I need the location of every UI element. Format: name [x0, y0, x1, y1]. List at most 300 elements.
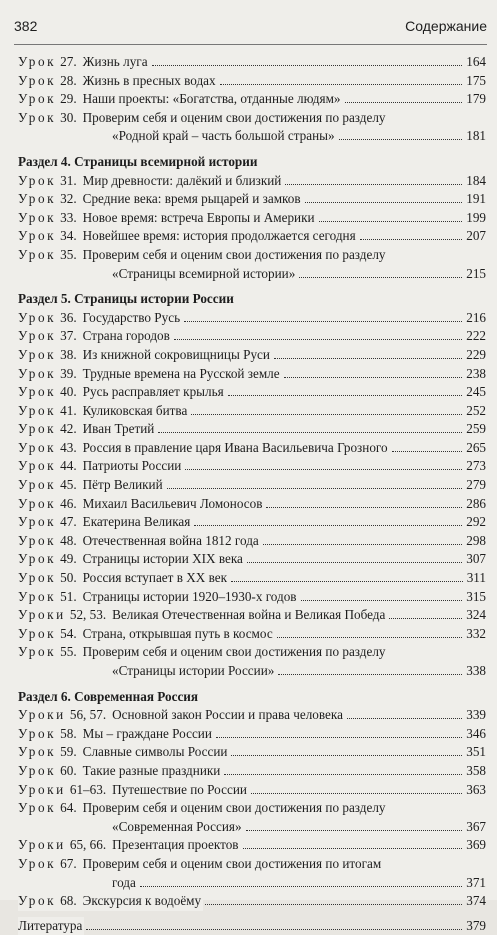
entry-title: Литература: [18, 917, 84, 935]
page-number: 382: [14, 18, 38, 34]
toc-line: [18, 874, 486, 893]
entry-text: [18, 606, 387, 625]
entry-text: [18, 383, 226, 402]
lesson-title: Трудные времена на Русской земле: [82, 365, 280, 381]
toc-entry: [18, 309, 486, 328]
lesson-prefix: Урок: [18, 172, 57, 188]
lesson-title: Страницы истории XIX века: [82, 551, 243, 567]
entry-page: 184: [466, 172, 486, 188]
lesson-title: Пётр Великий: [82, 477, 163, 493]
lesson-number: 39.: [60, 365, 77, 381]
lesson-title: Екатерина Великая: [82, 514, 191, 530]
dot-leader: [216, 737, 462, 738]
lesson-title: Куликовская битва: [82, 402, 188, 418]
toc-line: [18, 762, 486, 781]
toc-line: [18, 327, 486, 346]
toc-entry: [18, 172, 486, 191]
lesson-number: 41.: [60, 402, 77, 418]
dot-leader: [158, 432, 462, 433]
dot-leader: [284, 377, 463, 378]
toc-line: [18, 346, 486, 365]
toc-entry: [18, 550, 486, 569]
toc-line: [18, 172, 486, 191]
toc-line: [18, 476, 486, 495]
lesson-number: 56, 57.: [69, 707, 107, 723]
entry-page: 307: [466, 551, 486, 567]
entry-page: 339: [466, 707, 486, 723]
lesson-number: 28.: [60, 72, 77, 88]
lesson-prefix: Урок: [18, 855, 57, 871]
lesson-prefix: Урок: [18, 644, 57, 660]
lesson-title: Мы – граждане России: [82, 725, 212, 741]
toc-line: [18, 569, 486, 588]
entry-page: 315: [466, 588, 486, 604]
lesson-prefix: Урок: [18, 365, 57, 381]
toc-entry: [18, 706, 486, 725]
toc-entry-literature: [18, 917, 486, 935]
entry-page: 215: [466, 265, 486, 281]
entry-page: 245: [466, 384, 486, 400]
lesson-number: 58.: [60, 725, 77, 741]
entry-page: 175: [466, 72, 486, 88]
toc-entry: [18, 743, 486, 762]
toc-line: [18, 109, 486, 128]
dot-leader: [278, 674, 462, 675]
lesson-prefix: Урок: [18, 893, 57, 909]
toc-line: [18, 227, 486, 246]
entry-page: 332: [466, 625, 486, 641]
lesson-title: Проверим себя и оценим свои достижения по итогам: [82, 855, 382, 871]
toc-entry-continuation: [18, 127, 486, 146]
entry-text: [18, 762, 222, 781]
entry-text: [18, 799, 388, 818]
lesson-prefix: Урок: [18, 309, 57, 325]
lesson-prefix: Урок: [18, 458, 57, 474]
lesson-title: Жизнь луга: [82, 54, 148, 69]
lesson-number: 34.: [60, 228, 77, 244]
lesson-number: 46.: [60, 495, 77, 511]
toc-entry: [18, 72, 486, 91]
lesson-title: Страна, открывшая путь в космос: [82, 625, 273, 641]
toc-entry-continuation: [18, 662, 486, 681]
toc-line: [18, 265, 486, 284]
lesson-prefix: Урок: [18, 346, 57, 362]
lesson-title: Средние века: время рыцарей и замков: [82, 191, 301, 207]
lesson-number: 35.: [60, 246, 77, 262]
toc-entry: [18, 495, 486, 514]
dot-leader: [285, 184, 462, 185]
toc-line: [18, 662, 486, 681]
toc-line: [18, 90, 486, 109]
entry-text: [18, 53, 150, 72]
lesson-number: 54.: [60, 625, 77, 641]
page-header: [14, 12, 487, 40]
lesson-number: 60.: [60, 762, 77, 778]
toc-line: [18, 818, 486, 837]
entry-page: 351: [466, 744, 486, 760]
toc-line: [18, 439, 486, 458]
toc-entry: [18, 588, 486, 607]
entry-text: [18, 569, 229, 588]
dot-leader: [360, 239, 463, 240]
lesson-prefix: Урок: [18, 54, 57, 69]
dot-leader: [392, 451, 463, 452]
entry-page: 367: [466, 818, 486, 834]
lesson-prefix: Урок: [18, 191, 57, 207]
toc-line: [18, 190, 486, 209]
lesson-prefix: Урок: [18, 625, 57, 641]
entry-page: 363: [466, 781, 486, 797]
lesson-title: Новейшее время: история продолжается сегодня: [82, 228, 356, 244]
entry-page: 338: [466, 663, 486, 678]
lesson-prefix: Урок: [18, 421, 57, 437]
lesson-title: Россия в правление царя Ивана Васильевича Грозного: [82, 439, 388, 455]
dot-leader: [247, 562, 462, 563]
toc-line: [18, 799, 486, 818]
toc-line: [18, 855, 486, 874]
toc-line: [18, 127, 486, 146]
lesson-title-cont: «Современная Россия»: [112, 818, 244, 837]
lesson-title: Государство Русь: [82, 309, 181, 325]
toc-entry: [18, 606, 486, 625]
entry-text: [18, 706, 345, 725]
entry-page: 279: [466, 477, 486, 493]
entry-text: [18, 439, 390, 458]
entry-page: 265: [466, 439, 486, 455]
entry-text: [18, 550, 245, 569]
lesson-number: 33.: [60, 209, 77, 225]
toc-entry: [18, 799, 486, 818]
running-title: Содержание: [405, 18, 487, 34]
toc-entry: [18, 327, 486, 346]
lesson-title: Патриоты России: [82, 458, 182, 474]
toc-entry: [18, 109, 486, 128]
toc-line: [18, 365, 486, 384]
entry-page: 238: [466, 365, 486, 381]
dot-leader: [345, 102, 463, 103]
toc-line: [18, 706, 486, 725]
toc-line: [18, 495, 486, 514]
dot-leader: [299, 277, 462, 278]
dot-leader: [339, 139, 463, 140]
lesson-prefix: Урок: [18, 744, 57, 760]
entry-text: [18, 855, 383, 874]
lesson-number: 45.: [60, 477, 77, 493]
lesson-number: 44.: [60, 458, 77, 474]
lesson-title-cont: года: [112, 874, 138, 893]
entry-text: [18, 346, 272, 365]
toc-entry: [18, 383, 486, 402]
lesson-prefix: Уроки: [18, 781, 66, 797]
dot-leader: [243, 848, 463, 849]
lesson-prefix: Урок: [18, 384, 57, 400]
lesson-prefix: Урок: [18, 328, 57, 344]
entry-text: [18, 532, 261, 551]
lesson-number: 59.: [60, 744, 77, 760]
toc-entry: [18, 836, 486, 855]
dot-leader: [246, 830, 463, 831]
entry-page: 229: [466, 346, 486, 362]
lesson-title: Великая Отечественная война и Великая Победа: [112, 607, 386, 623]
lesson-title-cont: «Родной край – часть большой страны»: [112, 127, 337, 146]
entry-text: [18, 90, 343, 109]
lesson-title: Страна городов: [82, 328, 170, 344]
table-of-contents: [18, 53, 486, 935]
toc-line: [18, 836, 486, 855]
toc-line: [18, 513, 486, 532]
dot-leader: [263, 544, 462, 545]
entry-text: [18, 892, 203, 911]
toc-entry: [18, 90, 486, 109]
lesson-number: 55.: [60, 644, 77, 660]
dot-leader: [251, 793, 462, 794]
toc-entry: [18, 643, 486, 662]
toc-entry: [18, 365, 486, 384]
toc-line: [18, 781, 486, 800]
lesson-number: 67.: [60, 855, 77, 871]
entry-text: [18, 588, 299, 607]
dot-leader: [389, 618, 462, 619]
entry-text: [18, 246, 388, 265]
toc-line: [18, 532, 486, 551]
lesson-title: Проверим себя и оценим свои достижения по разделу: [82, 109, 386, 125]
lesson-prefix: Урок: [18, 246, 57, 262]
entry-text: [18, 72, 218, 91]
lesson-number: 52, 53.: [69, 607, 107, 623]
toc-entry: [18, 513, 486, 532]
lesson-number: 38.: [60, 346, 77, 362]
dot-leader: [86, 929, 462, 930]
lesson-number: 29.: [60, 91, 77, 107]
entry-text: [18, 457, 183, 476]
toc-entry: [18, 625, 486, 644]
toc-entry-continuation: [18, 818, 486, 837]
entry-text: [18, 743, 229, 762]
entry-page: 216: [466, 309, 486, 325]
dot-leader: [319, 221, 463, 222]
lesson-title: Основной закон России и права человека: [112, 707, 343, 723]
toc-line: [18, 53, 486, 72]
header-rule: [14, 44, 487, 45]
toc-entry: [18, 402, 486, 421]
toc-line: [18, 246, 486, 265]
lesson-number: 43.: [60, 439, 77, 455]
toc-line: [18, 550, 486, 569]
toc-line: [18, 917, 486, 935]
lesson-prefix: Уроки: [18, 707, 66, 723]
lesson-prefix: Урок: [18, 762, 57, 778]
entry-text: [18, 227, 358, 246]
toc-line: [18, 606, 486, 625]
section-heading: Раздел 4. Страницы всемирной истории: [18, 153, 258, 169]
lesson-title: Проверим себя и оценим свои достижения по разделу: [82, 246, 386, 262]
lesson-title: Россия вступает в XX век: [82, 570, 227, 586]
lesson-number: 30.: [60, 109, 77, 125]
lesson-title: Михаил Васильевич Ломоносов: [82, 495, 263, 511]
toc-entry: [18, 346, 486, 365]
toc-entry: [18, 725, 486, 744]
lesson-title-cont: «Страницы истории России»: [112, 662, 276, 681]
dot-leader: [191, 414, 462, 415]
toc-line: [18, 420, 486, 439]
toc-entry: [18, 762, 486, 781]
entry-page: 379: [466, 917, 486, 933]
dot-leader: [228, 395, 463, 396]
dot-leader: [184, 321, 462, 322]
toc-entry-continuation: [18, 874, 486, 893]
dot-leader: [185, 469, 462, 470]
dot-leader: [174, 339, 462, 340]
entry-text: [18, 309, 182, 328]
lesson-number: 51.: [60, 588, 77, 604]
lesson-prefix: Урок: [18, 439, 57, 455]
entry-page: 346: [466, 725, 486, 741]
lesson-title: Из книжной сокровищницы Руси: [82, 346, 270, 362]
toc-line: [18, 625, 486, 644]
entry-text: [18, 109, 388, 128]
lesson-prefix: Урок: [18, 91, 57, 107]
toc-entry: [18, 439, 486, 458]
entry-page: 374: [466, 893, 486, 909]
entry-text: [18, 836, 241, 855]
lesson-title: Жизнь в пресных водах: [82, 72, 216, 88]
lesson-prefix: Урок: [18, 109, 57, 125]
dot-leader: [274, 358, 462, 359]
dot-leader: [266, 507, 462, 508]
entry-page: 259: [466, 421, 486, 437]
entry-page: 179: [466, 91, 486, 107]
dot-leader: [220, 84, 463, 85]
entry-text: [18, 725, 214, 744]
lesson-title: Проверим себя и оценим свои достижения по разделу: [82, 800, 386, 816]
lesson-prefix: Урок: [18, 588, 57, 604]
toc-entry: [18, 246, 486, 265]
lesson-number: 65, 66.: [69, 837, 107, 853]
entry-text: [18, 172, 283, 191]
lesson-number: 68.: [60, 893, 77, 909]
lesson-prefix: Урок: [18, 209, 57, 225]
dot-leader: [305, 202, 463, 203]
lesson-number: 36.: [60, 309, 77, 325]
lesson-title: Наши проекты: «Богатства, отданные людям»: [82, 91, 341, 107]
lesson-prefix: Урок: [18, 800, 57, 816]
dot-leader: [231, 755, 462, 756]
toc-line: [18, 588, 486, 607]
entry-page: 324: [466, 607, 486, 623]
dot-leader: [205, 904, 462, 905]
toc-line: [18, 72, 486, 91]
dot-leader: [277, 637, 463, 638]
entry-text: [18, 209, 317, 228]
lesson-prefix: Урок: [18, 725, 57, 741]
lesson-number: 37.: [60, 328, 77, 344]
entry-page: 369: [466, 837, 486, 853]
entry-page: 191: [466, 191, 486, 207]
toc-line: [18, 209, 486, 228]
entry-text: [18, 420, 156, 439]
dot-leader: [167, 488, 463, 489]
lesson-title: Новое время: встреча Европы и Америки: [82, 209, 315, 225]
entry-page: 311: [466, 570, 486, 586]
entry-text: [18, 402, 189, 421]
toc-entry: [18, 209, 486, 228]
lesson-prefix: Урок: [18, 514, 57, 530]
toc-line: [18, 457, 486, 476]
lesson-number: 49.: [60, 551, 77, 567]
entry-text: [18, 365, 282, 384]
lesson-number: 40.: [60, 384, 77, 400]
toc-entry: [18, 892, 486, 911]
entry-text: [18, 625, 275, 644]
entry-text: [18, 476, 165, 495]
lesson-title: Славные символы России: [82, 744, 228, 760]
dot-leader: [194, 525, 462, 526]
section-heading: Раздел 5. Страницы истории России: [18, 291, 234, 307]
toc-entry: [18, 53, 486, 72]
toc-entry: [18, 457, 486, 476]
entry-text: [18, 781, 249, 800]
lesson-prefix: Уроки: [18, 837, 66, 853]
toc-entry: [18, 781, 486, 800]
dot-leader: [140, 886, 462, 887]
toc-line: [18, 743, 486, 762]
entry-text: [18, 513, 192, 532]
entry-page: 252: [466, 402, 486, 418]
lesson-prefix: Урок: [18, 532, 57, 548]
toc-line: [18, 892, 486, 911]
lesson-prefix: Урок: [18, 570, 57, 586]
lesson-title: Мир древности: далёкий и близкий: [82, 172, 282, 188]
dot-leader: [152, 65, 463, 66]
lesson-prefix: Урок: [18, 228, 57, 244]
toc-entry: [18, 855, 486, 874]
toc-entry-continuation: [18, 265, 486, 284]
lesson-title: Проверим себя и оценим свои достижения по разделу: [82, 644, 386, 660]
entry-page: 199: [466, 209, 486, 225]
section-heading: Раздел 6. Современная Россия: [18, 688, 199, 704]
toc-entry: [18, 569, 486, 588]
lesson-title: Русь расправляет крылья: [82, 384, 224, 400]
toc-line: [18, 383, 486, 402]
lesson-prefix: Урок: [18, 477, 57, 493]
toc-entry: [18, 420, 486, 439]
lesson-number: 47.: [60, 514, 77, 530]
dot-leader: [347, 718, 462, 719]
lesson-title-cont: «Страницы всемирной истории»: [112, 265, 297, 284]
lesson-number: 50.: [60, 570, 77, 586]
lesson-title: Страницы истории 1920–1930-х годов: [82, 588, 297, 604]
toc-line: [18, 402, 486, 421]
lesson-prefix: Уроки: [18, 607, 66, 623]
lesson-number: 61–63.: [69, 781, 107, 797]
entry-page: 292: [466, 514, 486, 530]
lesson-number: 31.: [60, 172, 77, 188]
entry-page: 222: [466, 328, 486, 344]
entry-page: 358: [466, 762, 486, 778]
toc-entry: [18, 190, 486, 209]
lesson-title: Экскурсия к водоёму: [82, 893, 202, 909]
entry-page: 298: [466, 532, 486, 548]
entry-page: 181: [466, 128, 486, 144]
toc-line: [18, 725, 486, 744]
toc-entry: [18, 227, 486, 246]
dot-leader: [231, 581, 463, 582]
entry-page: 273: [466, 458, 486, 474]
lesson-prefix: Урок: [18, 72, 57, 88]
lesson-title: Отечественная война 1812 года: [82, 532, 259, 548]
entry-page: 207: [466, 228, 486, 244]
toc-entry: [18, 532, 486, 551]
